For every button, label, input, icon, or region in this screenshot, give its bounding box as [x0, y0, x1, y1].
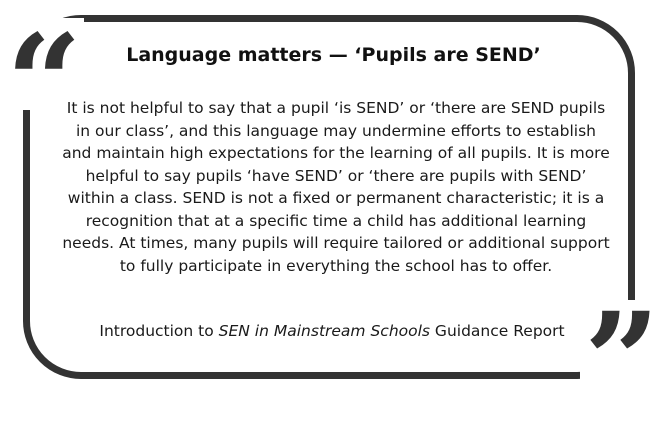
quote-title: Language matters — ‘Pupils are SEND’ — [126, 44, 541, 66]
close-quote-mark-icon: ” — [580, 300, 664, 380]
quote-attribution — [62, 322, 602, 340]
quote-body: It is not helpful to say that a pupil ‘is SEND’ or ‘there are SEND pupils in our class’, and this language may undermine efforts to establish and maintain high expectations for the learning of all pupils. It is more helpful to say pupils ‘have SEND’ or ‘there are pupils with SEND’ within a class. SEND is not a fixed or permanent characteristic; it is a recognition that at a specific time a child has additional learning needs. At times, many pupils will require tailored or additional support to fully participate in everything the school has to offer. — [62, 99, 610, 275]
attribution-suffix: Guidance Report — [430, 322, 565, 340]
open-quote-mark-icon: “ — [4, 18, 84, 110]
attribution-report-title: SEN in Mainstream Schools — [218, 322, 430, 340]
attribution-prefix: Introduction to — [99, 322, 219, 340]
